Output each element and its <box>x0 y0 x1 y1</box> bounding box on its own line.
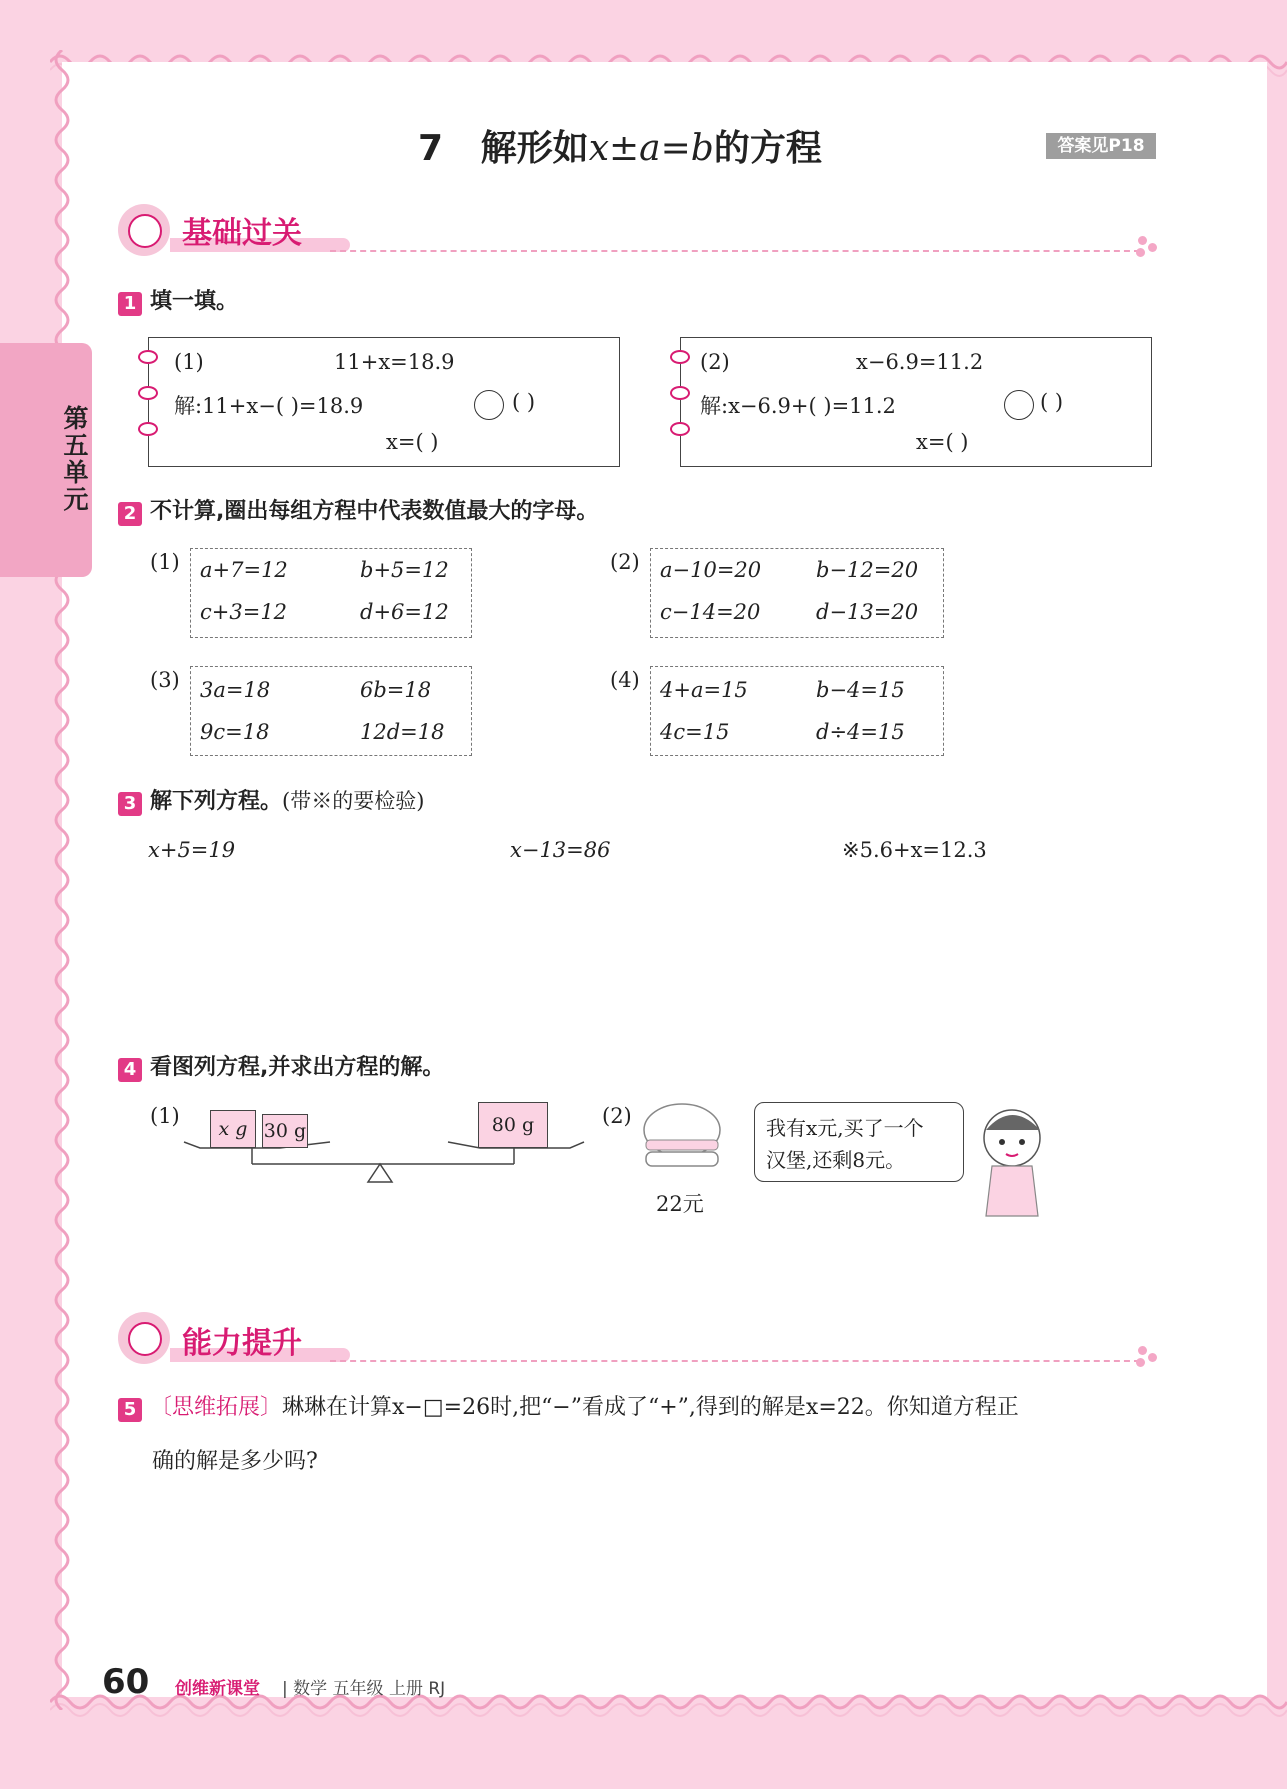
lesson-title-pre: 解形如 <box>480 128 589 169</box>
section-heading-advanced: 能力提升 <box>182 1326 302 1361</box>
q5-answer-area[interactable] <box>148 1484 1148 1634</box>
q2-group4-label: (4) <box>610 668 640 692</box>
binder-ring-icon <box>670 422 690 436</box>
q2-equation[interactable]: b+5=12 <box>360 558 449 582</box>
q2-equation[interactable]: d÷4=15 <box>816 720 905 744</box>
divider-dot <box>1136 248 1145 257</box>
q2-equation[interactable]: a+7=12 <box>200 558 288 582</box>
question-text: 琳琳在计算x−□=26时,把“−”看成了“+”,得到的解是x=22。你知道方程正 <box>282 1395 1019 1420</box>
q2-equation[interactable]: 12d=18 <box>360 720 445 744</box>
divider-dot <box>1148 243 1157 252</box>
question-number: 5 <box>118 1398 142 1422</box>
card1-equation: 11+x=18.9 <box>334 350 455 374</box>
footer-info: | 数学 五年级 上册 RJ <box>282 1679 446 1699</box>
unit-side-tab-label: 第五单元 <box>60 405 89 513</box>
q2-equation[interactable]: b−4=15 <box>816 678 905 702</box>
q3-equation: x+5=19 <box>148 838 236 862</box>
question-tag: 〔思维拓展〕 <box>150 1395 283 1420</box>
section-avatar-icon <box>118 204 170 256</box>
lesson-title <box>418 120 822 171</box>
question-text: 不计算,圈出每组方程中代表数值最大的字母。 <box>150 499 599 524</box>
q3-equation: x−13=86 <box>510 838 611 862</box>
q3-answer-area[interactable] <box>148 872 1148 1032</box>
question-number: 1 <box>118 292 142 316</box>
q3-equation: ※5.6+x=12.3 <box>842 838 987 862</box>
binder-ring-icon <box>670 386 690 400</box>
q2-equation[interactable]: 4+a=15 <box>660 678 748 702</box>
question-text: 看图列方程,并求出方程的解。 <box>150 1055 445 1080</box>
hamburger-icon <box>640 1100 724 1180</box>
speech-line-1: 我有x元,买了一个 <box>766 1116 924 1140</box>
q4-part2-label: (2) <box>602 1104 632 1128</box>
q2-equation[interactable]: 6b=18 <box>360 678 432 702</box>
section-heading-basic: 基础过关 <box>182 216 302 251</box>
hamburger-price: 22元 <box>656 1192 704 1216</box>
q2-equation[interactable]: d+6=12 <box>360 600 449 624</box>
question-note: (带※的要检验) <box>282 789 425 813</box>
question-5-line-1 <box>118 1390 1019 1422</box>
speech-line-2: 汉堡,还剩8元。 <box>766 1148 906 1172</box>
binder-ring-icon <box>138 350 158 364</box>
divider-dot <box>1148 1353 1157 1362</box>
q2-equation[interactable]: 4c=15 <box>660 720 730 744</box>
lesson-number: 7 <box>418 128 444 169</box>
q2-equation[interactable]: c+3=12 <box>200 600 288 624</box>
card2-result[interactable]: x=( ) <box>916 430 969 454</box>
divider-dot <box>1138 236 1147 245</box>
binder-ring-icon <box>138 386 158 400</box>
card2-label: (2) <box>700 350 730 374</box>
section-divider <box>330 250 1140 252</box>
card2-equation: x−6.9=11.2 <box>856 350 984 374</box>
question-text: 解下列方程。 <box>150 789 283 814</box>
q2-group2-label: (2) <box>610 550 640 574</box>
divider-dot <box>1136 1358 1145 1367</box>
q2-equation[interactable]: 9c=18 <box>200 720 270 744</box>
card1-label: (1) <box>174 350 204 374</box>
section-avatar-icon <box>118 1312 170 1364</box>
weight-30-g: 30 g <box>262 1114 308 1148</box>
q2-equation[interactable]: 3a=18 <box>200 678 271 702</box>
q2-equation[interactable]: c−14=20 <box>660 600 761 624</box>
question-number: 4 <box>118 1058 142 1082</box>
binder-ring-icon <box>670 350 690 364</box>
card2-step: 解:x−6.9+( )=11.2 <box>700 394 896 418</box>
binder-ring-icon <box>138 422 158 436</box>
card2-answer-paren[interactable]: ( ) <box>1040 390 1064 414</box>
q4-part1-label: (1) <box>150 1104 180 1128</box>
lesson-title-equation: x±a=b <box>588 128 714 169</box>
question-number: 2 <box>118 502 142 526</box>
card1-operator-circle[interactable] <box>474 390 504 420</box>
q2-group3-label: (3) <box>150 668 180 692</box>
footer-brand: 创维新课堂 <box>175 1679 260 1699</box>
left-wave-border <box>44 50 74 1710</box>
question-2-header <box>118 494 598 526</box>
card1-step: 解:11+x−( )=18.9 <box>174 394 364 418</box>
weight-x-g: x g <box>210 1110 256 1148</box>
q2-group1-label: (1) <box>150 550 180 574</box>
question-number: 3 <box>118 792 142 816</box>
page-number: 60 <box>102 1662 150 1702</box>
card2-operator-circle[interactable] <box>1004 390 1034 420</box>
question-5-line-2: 确的解是多少吗? <box>152 1449 318 1474</box>
question-text: 填一填。 <box>150 289 239 314</box>
card1-result[interactable]: x=( ) <box>386 430 439 454</box>
divider-dot <box>1138 1346 1147 1355</box>
q2-equation[interactable]: b−12=20 <box>816 558 919 582</box>
question-3-header <box>118 784 424 816</box>
lesson-title-post: 的方程 <box>713 128 822 169</box>
weight-80-g: 80 g <box>478 1102 548 1148</box>
section-divider <box>330 1360 1140 1362</box>
q2-equation[interactable]: a−10=20 <box>660 558 762 582</box>
q2-equation[interactable]: d−13=20 <box>816 600 919 624</box>
girl-character-icon <box>978 1100 1048 1220</box>
question-1-header <box>118 284 238 316</box>
answer-reference-badge: 答案见P18 <box>1046 133 1156 159</box>
question-4-header <box>118 1050 444 1082</box>
card1-answer-paren[interactable]: ( ) <box>512 390 536 414</box>
